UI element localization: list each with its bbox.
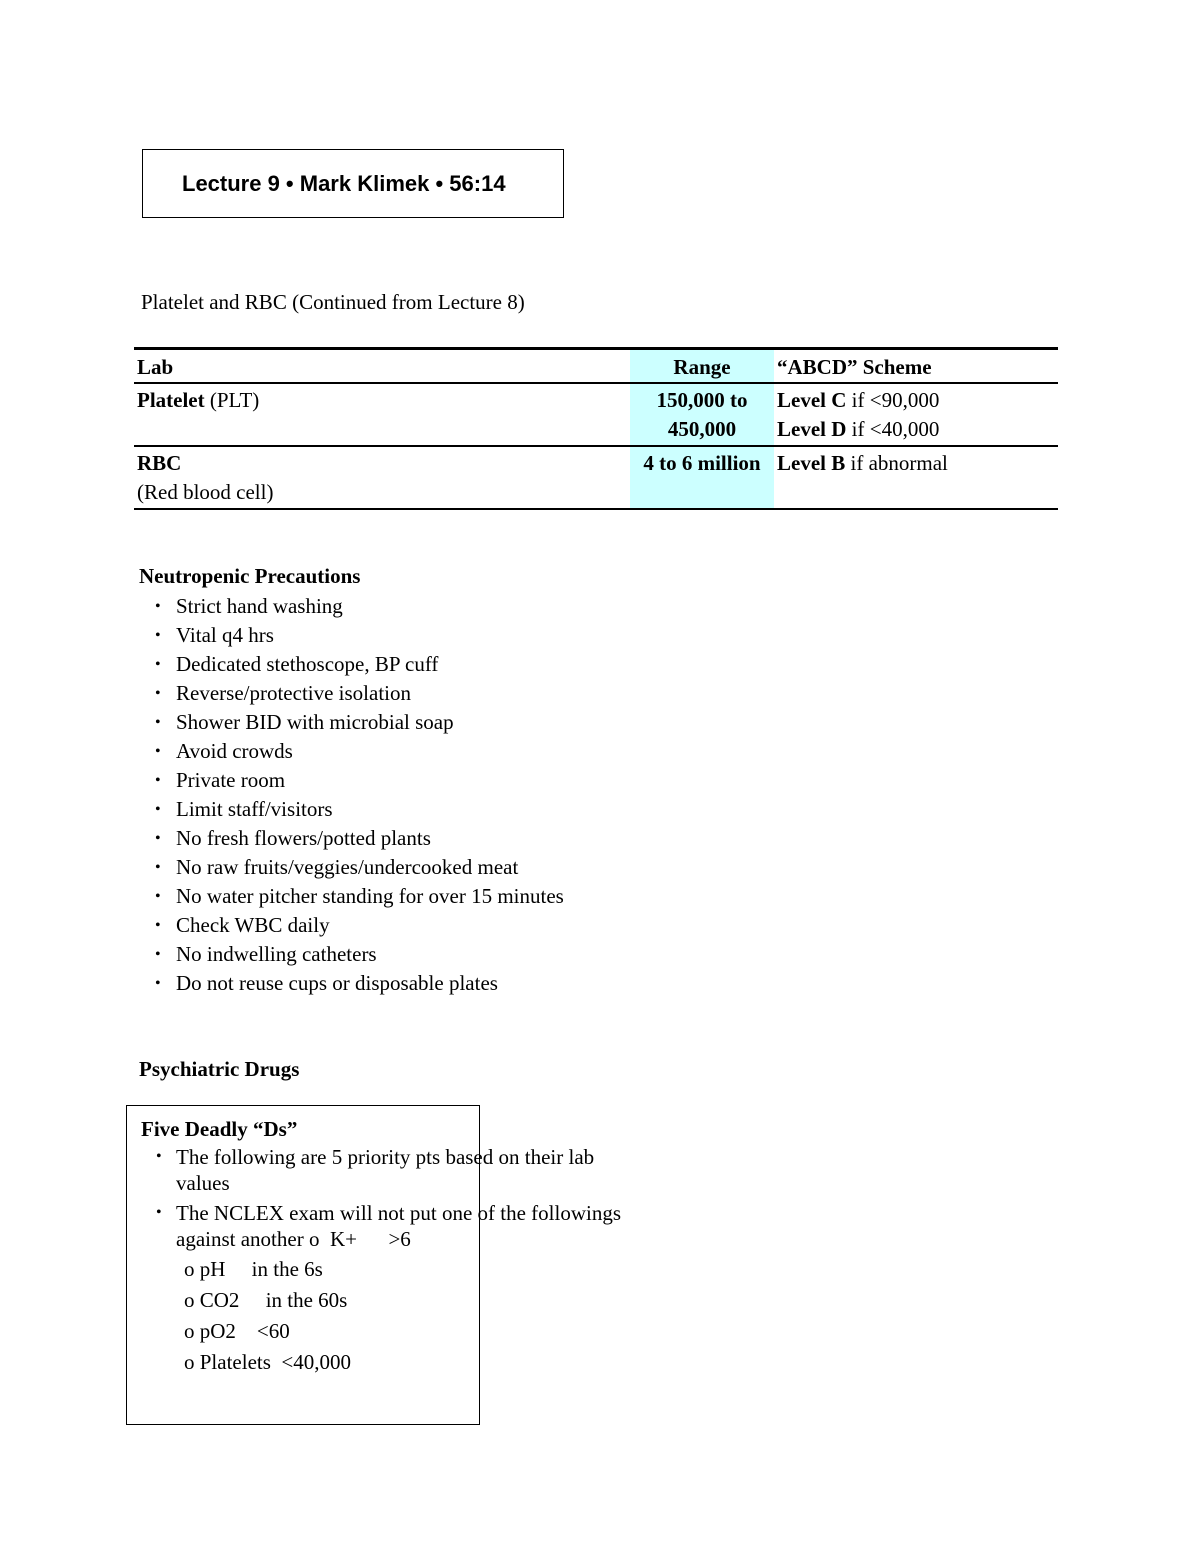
cell-rbc-name [134,446,630,509]
cell-platelet-range [630,383,774,446]
cell-rbc-range: 4 to 6 million [630,446,774,509]
k-value: >6 [388,1227,411,1251]
list-item: • Avoid crowds [155,737,564,766]
header-range: Range [630,349,774,384]
list-item: • Vital q4 hrs [155,621,564,650]
list-item: • No fresh flowers/potted plants [155,824,564,853]
platelet-range-line1: 150,000 to [656,388,748,412]
header-lab: Lab [137,355,174,379]
sub-label: o Platelets [184,1350,271,1374]
platelet-scheme2-rest: if <40,000 [846,417,940,441]
rbc-name-sub: (Red blood cell) [137,480,274,504]
list-item: • The following are 5 priority pts based on their lab values [141,1144,621,1196]
sub-value: <60 [256,1319,290,1343]
list-item: • Dedicated stethoscope, BP cuff [155,650,564,679]
five-ds-list [141,1144,621,1226]
platelet-scheme2-bold: Level D [777,417,847,441]
rbc-scheme-bold: Level B [777,451,846,475]
cell-platelet-name [134,383,630,446]
cell-platelet-scheme [774,383,1058,446]
section-subtitle: Platelet and RBC (Continued from Lecture 8) [141,290,525,314]
header-scheme: “ABCD” Scheme [777,355,932,379]
psychiatric-heading: Psychiatric Drugs [139,1057,300,1081]
list-item: • Reverse/protective isolation [155,679,564,708]
rbc-scheme-rest: if abnormal [845,451,948,475]
list-item: • Shower BID with microbial soap [155,708,564,737]
platelet-scheme1-bold: Level C [777,388,847,412]
platelet-name-rest: (PLT) [204,388,260,412]
five-ds-sub-item [141,1347,621,1378]
list-item: • No raw fruits/veggies/undercooked meat [155,853,564,882]
neutropenic-list [155,592,564,998]
list-item: • No water pitcher standing for over 15 minutes [155,882,564,911]
platelet-range-line2: 450,000 [667,417,737,441]
k-label: K+ [329,1227,357,1251]
rbc-name: RBC [137,451,182,475]
five-ds-against-line [141,1224,621,1254]
lab-table-header-row [134,349,1058,384]
sub-label: o CO2 [184,1288,240,1312]
sub-value: in the 60s [265,1288,348,1312]
sub-value: in the 6s [251,1257,323,1281]
lecture-title-box [142,149,564,218]
five-ds-content [141,1115,621,1378]
lab-table [134,347,1058,510]
five-ds-title: Five Deadly “Ds” [141,1117,298,1141]
lecture-title: Lecture 9 • Mark Klimek • 56:14 [182,170,506,196]
list-item: • Do not reuse cups or disposable plates [155,969,564,998]
five-ds-sub-item [141,1316,621,1347]
against-text: against another o [176,1227,320,1251]
five-ds-sub-item [141,1285,621,1316]
list-item: • Check WBC daily [155,911,564,940]
platelet-scheme1-rest: if <90,000 [846,388,940,412]
neutropenic-heading: Neutropenic Precautions [139,564,361,588]
sub-label: o pO2 [184,1319,236,1343]
platelet-name-bold: Platelet [137,388,205,412]
list-item: • Private room [155,766,564,795]
list-item: • Strict hand washing [155,592,564,621]
list-item: • Limit staff/visitors [155,795,564,824]
five-ds-sub-item [141,1254,621,1285]
table-row-platelet [134,383,1058,446]
cell-rbc-scheme [774,446,1058,509]
list-item: • No indwelling catheters [155,940,564,969]
table-row-rbc [134,446,1058,509]
list-item: • The NCLEX exam will not put one of the followings [141,1200,621,1226]
sub-label: o pH [184,1257,226,1281]
sub-value: <40,000 [281,1350,351,1374]
